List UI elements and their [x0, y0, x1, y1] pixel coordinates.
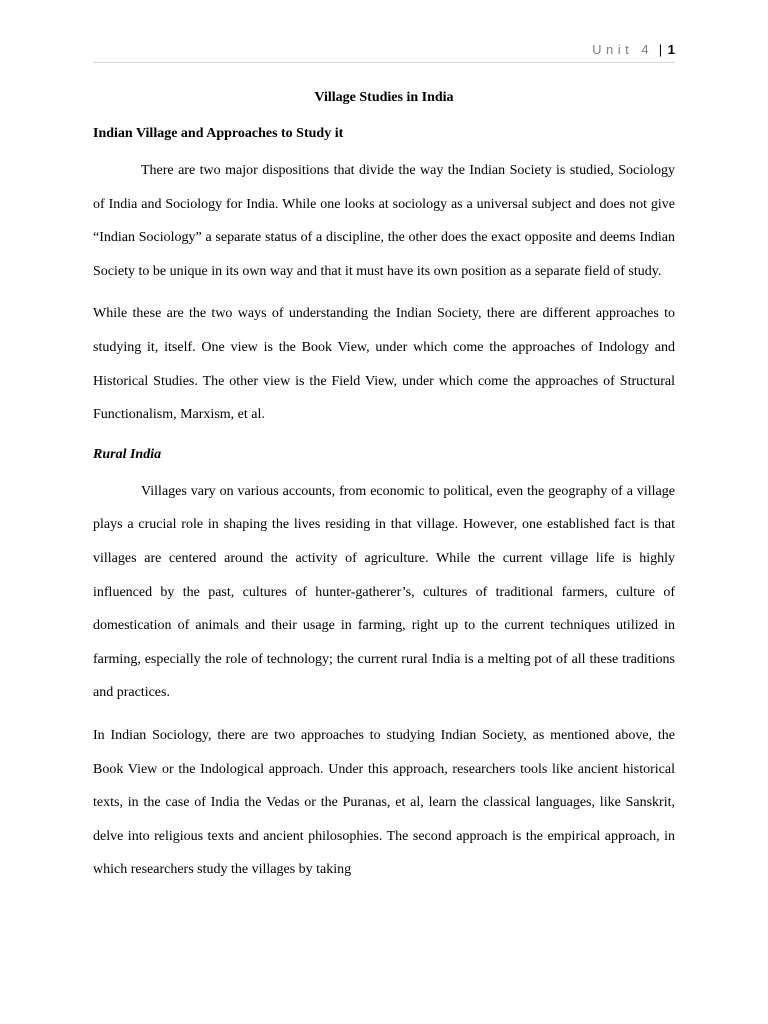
paragraph-indian-sociology: In Indian Sociology, there are two approaches to studying Indian Society, as mentioned above, the Book View or the Indological approach. Under this approach, researchers tools like ancient historical texts, in the case of India the Vedas or the Puranas, et al, learn the classical languages, like Sanskrit, delve into religious texts and ancient philosophies. The second approach is the empirical approach, in which researchers study the villages by taking	[93, 727, 675, 878]
header-page-number: 1	[667, 42, 675, 57]
paragraph-approaches: While these are the two ways of understanding the Indian Society, there are different approaches to studying it, itself. One view is the Book View, under which come the approaches of Indology and Historical Studies. The other view is the Field View, under which come the approaches of Structural Functionalism, Marxism, et al.	[93, 306, 675, 423]
header-unit-label: Unit 4	[592, 42, 654, 57]
page-header	[93, 42, 675, 63]
paragraph-villages-vary: Villages vary on various accounts, from economic to political, even the geography of a village plays a crucial role in shaping the lives residing in that village. However, one established fact is that villages are centered around the activity of agriculture. While the current village life is highly influenced by the past, cultures of hunter-gatherer’s, cultures of traditional farmers, culture of domestication of animals and their usage in farming, right up to the current techniques utilized in farming, especially the role of technology; the current rural India is a melting pot of all these traditions and practices.	[93, 483, 675, 701]
header-separator: |	[658, 42, 663, 57]
section-heading-indian-village: Indian Village and Approaches to Study it	[93, 126, 344, 141]
section-heading-rural-india: Rural India	[93, 446, 162, 462]
document-title: Village Studies in India	[314, 90, 454, 105]
document-body	[93, 84, 675, 896]
paragraph-dispositions: There are two major dispositions that divide the way the Indian Society is studied, Sociology of India and Sociology for India. While one looks at sociology as a universal subject and does not give “Indian Sociology” a separate status of a discipline, the other does the exact opposite and deems Indian Society to be unique in its own way and that it must have its own position as a separate field of study.	[93, 163, 675, 279]
